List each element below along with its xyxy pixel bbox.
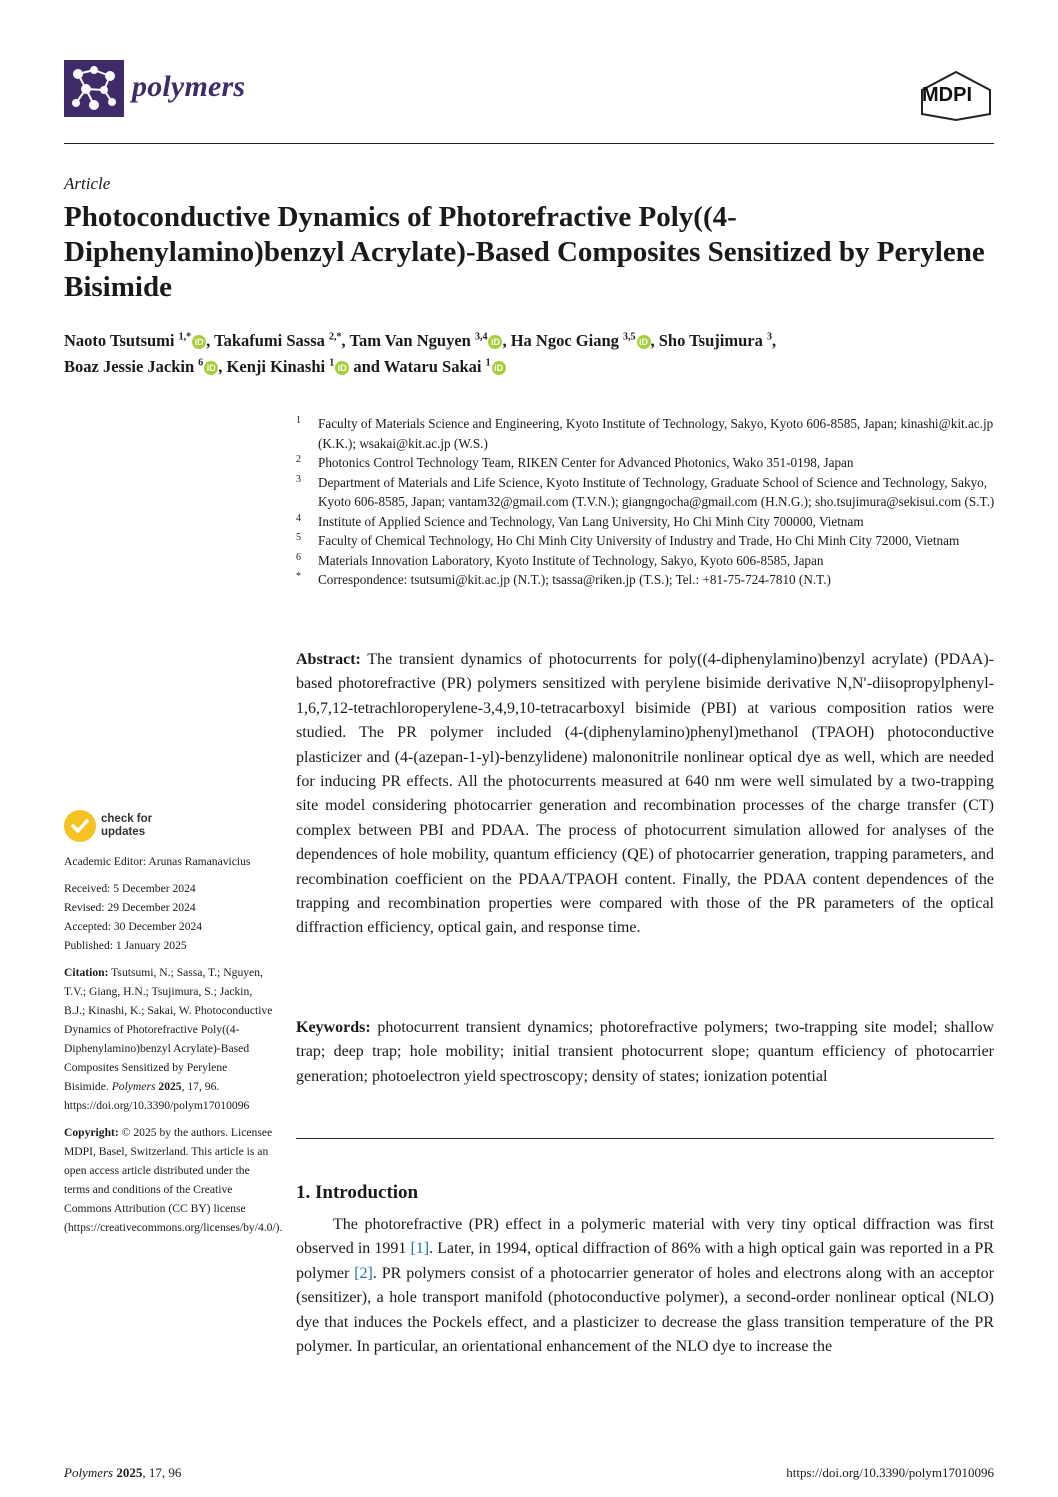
author-name: Naoto Tsutsumi	[64, 331, 175, 350]
author-name: Sho Tsujimura	[658, 331, 763, 350]
header-divider	[64, 143, 994, 144]
intro-text-3: . PR polymers consist of a photocarrier generator of holes and electrons along with an acceptor (sensitizer), a hole transport manifold (photoconductive polymer), a second-order nonlinear optical (NLO) dye that induces the Pockels effect, and a plasticizer to decrease the glass transition temperature of the PR polymer. In particular, an orientational enhancement of the NLO dye to increase the	[296, 1264, 994, 1356]
affiliation-text: Department of Materials and Life Science, Kyoto Institute of Technology, Graduate School of Science and Technology, Sakyo, Kyoto 606-8585, Japan; vantam32@gmail.com (T.V.N.); giangngocha@gmail.com (H.N.G.); sho.tsujimura@sekisui.com (S.T.)	[318, 474, 995, 509]
affiliation-item	[296, 551, 996, 571]
affiliation-text: Materials Innovation Laboratory, Kyoto Institute of Technology, Sakyo, Kyoto 606-8585, Japan	[318, 552, 824, 568]
author-name: Ha Ngoc Giang	[510, 331, 619, 350]
footer-journal: Polymers	[64, 1465, 114, 1480]
affiliation-item	[296, 512, 996, 532]
intro-paragraph	[296, 1213, 994, 1359]
footer-citation	[64, 1465, 181, 1481]
author-list	[64, 328, 994, 380]
academic-editor: Academic Editor: Arunas Ramanavicius	[64, 855, 251, 868]
affiliation-text: Faculty of Materials Science and Engineering, Kyoto Institute of Technology, Sakyo, Kyoto 606-8585, Japan; kinashi@kit.ac.jp (K.K.); wsakai@kit.ac.jp (W.S.)	[318, 416, 994, 451]
affiliation-item	[296, 453, 996, 473]
orcid-icon[interactable]: iD	[204, 361, 218, 375]
affiliation-text: Correspondence: tsutsumi@kit.ac.jp (N.T.); tsassa@riken.jp (T.S.); Tel.: +81-75-724-7810 (N.T.)	[318, 572, 831, 587]
journal-name: polymers	[132, 70, 246, 103]
affiliation-item	[296, 473, 996, 512]
author-separator: ,	[206, 331, 215, 350]
affiliation-number: 4	[296, 512, 301, 524]
author-separator: ,	[650, 331, 659, 350]
reference-link-1[interactable]: [1]	[410, 1240, 430, 1258]
abstract-label: Abstract:	[296, 651, 361, 668]
author-separator: ,	[502, 331, 511, 350]
affiliation-item	[296, 531, 996, 551]
orcid-icon[interactable]: iD	[192, 335, 206, 349]
author-name: Tam Van Nguyen	[349, 331, 471, 350]
check-for-updates-button[interactable]	[64, 810, 174, 846]
keywords	[296, 1016, 994, 1089]
keywords-text: photocurrent transient dynamics; photorefractive polymers; two-trapping site model; shallow trap; deep trap; hole mobility; initial transient photocurrent slope; quantum efficiency of photocarrier generation; photoelectron yield spectroscopy; density of states; ionization potential	[296, 1019, 995, 1085]
author-affiliation-marker: 3,4	[474, 331, 488, 343]
author-affiliation-marker: 3	[766, 331, 772, 343]
affiliation-number: 3	[296, 473, 301, 485]
author-affiliation-marker: 2,*	[329, 331, 342, 343]
abstract	[296, 648, 994, 941]
received-date: Received: 5 December 2024	[64, 882, 196, 895]
citation-rest[interactable]: , 17, 96. https://doi.org/10.3390/polym17010096	[64, 1080, 250, 1112]
footer-year: 2025	[116, 1465, 143, 1480]
orcid-icon[interactable]: iD	[488, 335, 502, 349]
check-updates-line-1: check for	[101, 813, 153, 825]
intro-heading: 1. Introduction	[296, 1182, 419, 1203]
article-info-sidebar	[64, 852, 283, 1245]
affiliation-number: *	[296, 571, 301, 582]
affiliation-text: Faculty of Chemical Technology, Ho Chi Minh City University of Industry and Trade, Ho Chi Minh City 72000, Vietnam	[318, 533, 960, 548]
author-separator: and	[349, 357, 384, 376]
footer-volume: , 17, 96	[142, 1465, 182, 1480]
copyright-label: Copyright:	[64, 1126, 119, 1139]
copyright-text: © 2025 by the authors. Licensee MDPI, Basel, Switzerland. This article is an open access article distributed under the terms and conditions of the Creative Commons Attribution (CC BY) license (https://creativecommons.org/licenses/by/4.0/).	[64, 1126, 283, 1234]
author-name: Wataru Sakai	[383, 357, 482, 376]
orcid-icon[interactable]: iD	[637, 335, 651, 349]
publication-dates	[64, 879, 274, 955]
author-affiliation-marker: 1	[485, 357, 491, 369]
affiliation-text: Photonics Control Technology Team, RIKEN Center for Advanced Photonics, Wako 351-0198, Japan	[318, 455, 854, 470]
affiliation-number: 6	[296, 551, 301, 563]
affiliation-text: Institute of Applied Science and Technology, Van Lang University, Ho Chi Minh City 700000, Vietnam	[318, 513, 864, 529]
author-separator: ,	[218, 357, 227, 376]
author-name: Kenji Kinashi	[226, 357, 326, 376]
citation	[64, 963, 274, 1115]
affiliation-number: 5	[296, 532, 301, 543]
revised-date: Revised: 29 December 2024	[64, 901, 196, 914]
reference-link-2[interactable]: [2]	[354, 1264, 373, 1282]
citation-journal: Polymers	[111, 1080, 156, 1093]
orcid-icon[interactable]: iD	[492, 361, 506, 375]
affiliation-number: 2	[296, 454, 301, 465]
author-affiliation-marker: 3,5	[623, 331, 636, 343]
keywords-label: Keywords:	[296, 1019, 371, 1036]
author-name: Boaz Jessie Jackin	[64, 357, 195, 376]
article-type: Article	[64, 174, 111, 193]
check-updates-line-2: updates	[101, 826, 146, 838]
mdpi-logo	[916, 70, 996, 122]
author-name: Takafumi Sassa	[214, 331, 325, 350]
citation-text: Tsutsumi, N.; Sassa, T.; Nguyen, T.V.; Giang, H.N.; Tsujimura, S.; Jackin, B.J.; Kinashi, K.; Sakai, W. Photoconductive Dynamics of Photorefractive Poly((4-Diphenylamino)benzyl Acrylate)-Based Composites Sensitized by Perylene Bisimide.	[64, 966, 273, 1093]
copyright	[64, 1123, 283, 1237]
polymers-logo-icon	[64, 60, 124, 117]
affiliation-number: 1	[296, 415, 301, 426]
author-affiliation-marker: 1	[329, 357, 335, 369]
accepted-date: Accepted: 30 December 2024	[64, 920, 203, 933]
affiliations	[296, 414, 996, 590]
author-affiliation-marker: 6	[198, 357, 204, 369]
check-updates-icon	[64, 810, 96, 842]
abstract-text: The transient dynamics of photocurrents for poly((4-diphenylamino)benzyl acrylate) (PDAA)-based photorefractive (PR) polymers sensitized with perylene bisimide derivative N,N′-diisopropylphenyl-1,6,7,12-tetrachloroperylene-3,4,9,10-tetracarboxyl bisimide (PBI) at various composition ratios were studied. The PR polymer included (4-(diphenylamino)phenyl)methanol (TPAOH) photoconductive plasticizer and (4-(azepan-1-yl)-benzylidene) malononitrile nonlinear optical dye as well, which are needed for inducing PR effects. All the photocurrents measured at 640 nm were well simulated by a two-trapping site model considering photocarrier generation and recombination processes of the charge transfer (CT) complex between PBI and PDAA. The process of photocurrent simulation allowed for analyses of the dependences of hole mobility, quantum efficiency (QE) of photocarrier generation, trapping parameters, and recombination coefficient on the PDAA/TPAOH content. Finally, the PDAA content dependences of the trapping and recombination properties were compared with those of the PR parameters of the optical diffraction efficiency, optical gain, and response time.	[296, 651, 995, 937]
author-affiliation-marker: 1,*	[178, 331, 192, 343]
author-separator: ,	[341, 331, 350, 350]
check-updates-label	[101, 813, 152, 839]
article-title: Photoconductive Dynamics of Photorefractive Poly((4-Diphenylamino)benzyl Acrylate)-Based Composites Sensitized by Perylene Bisimide	[64, 201, 985, 303]
citation-year: 2025	[158, 1080, 182, 1093]
mdpi-wordmark: MDPI	[922, 84, 972, 106]
section-divider	[296, 1138, 994, 1139]
affiliation-item	[296, 414, 996, 453]
affiliation-item	[296, 570, 996, 590]
citation-label: Citation:	[64, 966, 109, 979]
orcid-icon[interactable]: iD	[335, 361, 349, 375]
intro-text-2: . Later, in 1994, optical diffraction of 86% with a high optical gain was reported in a PR polymer	[296, 1240, 994, 1282]
footer-doi-link[interactable]: https://doi.org/10.3390/polym17010096	[786, 1465, 994, 1480]
intro-text-1: The photorefractive (PR) effect in a polymeric material with very tiny optical diffraction was first observed in 1991	[296, 1216, 994, 1258]
author-separator: ,	[771, 331, 777, 350]
published-date: Published: 1 January 2025	[64, 939, 187, 952]
